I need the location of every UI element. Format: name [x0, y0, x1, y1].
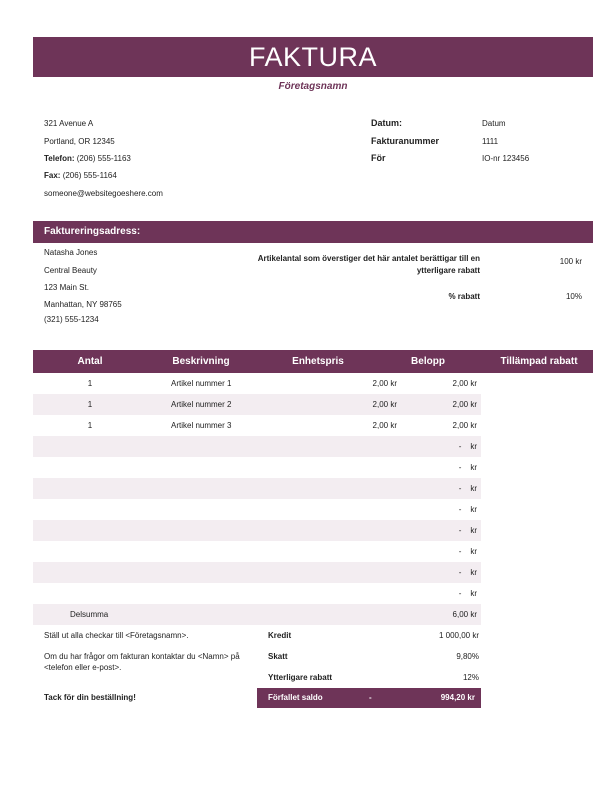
subtotal-value: 6,00 kr: [452, 610, 477, 619]
cell-amount: 2,00 kr: [452, 400, 477, 409]
cell-description: [171, 583, 291, 604]
billing-section-title: Faktureringsadress:: [33, 221, 593, 243]
cell-qty: [73, 499, 107, 520]
table-row: [33, 478, 481, 499]
discount-threshold-value: 100 kr: [559, 257, 582, 266]
balance-due-label: Förfallet saldo: [268, 693, 323, 702]
table-row: [33, 520, 481, 541]
column-header-qty: Antal: [77, 356, 103, 367]
cell-qty: [73, 436, 107, 457]
cell-unit-price: [291, 583, 397, 604]
cell-qty: [73, 478, 107, 499]
table-row: [33, 583, 481, 604]
cell-description: Artikel nummer 3: [171, 421, 232, 430]
cell-qty: 1: [87, 421, 93, 430]
cell-qty: 1: [87, 400, 93, 409]
subtotal-label: Delsumma: [70, 610, 109, 619]
cell-amount: - kr: [458, 526, 477, 535]
questions-note: [44, 651, 254, 673]
company-name: Företagsnamn: [278, 81, 348, 92]
discount-note: [250, 253, 480, 277]
cell-unit-price: [291, 541, 397, 562]
cell-amount: - kr: [458, 463, 477, 472]
table-row: [33, 415, 481, 436]
table-row: [33, 394, 481, 415]
cell-description: [171, 499, 291, 520]
cell-amount: - kr: [458, 568, 477, 577]
table-row: [33, 436, 481, 457]
checks-note: Ställ ut alla checkar till <Företagsnamn>.: [44, 631, 189, 640]
billing-phone: (321) 555-1234: [44, 315, 99, 324]
sender-street: 321 Avenue A: [44, 119, 94, 128]
cell-qty: [73, 562, 107, 583]
table-row: [33, 373, 481, 394]
cell-description: [171, 520, 291, 541]
invoice-title: FAKTURA: [33, 37, 593, 77]
discount-note-line2: ytterligare rabatt: [416, 266, 480, 275]
column-header-description: Beskrivning: [172, 356, 230, 367]
cell-unit-price: [291, 499, 397, 520]
tax-label: Skatt: [268, 652, 288, 661]
cell-unit-price: [291, 562, 397, 583]
cell-description: [171, 457, 291, 478]
cell-qty: [73, 541, 107, 562]
discount-note-line1: Artikelantal som överstiger det här antalet berättigar till en: [257, 254, 480, 263]
cell-description: Artikel nummer 1: [171, 379, 232, 388]
cell-description: Artikel nummer 2: [171, 400, 232, 409]
cell-amount: - kr: [458, 484, 477, 493]
cell-qty: [73, 583, 107, 604]
cell-qty: [73, 457, 107, 478]
table-row: [33, 499, 481, 520]
cell-amount: - kr: [458, 442, 477, 451]
extra-discount-label: Ytterligare rabatt: [268, 673, 333, 682]
phone-label: Telefon:: [44, 154, 75, 163]
cell-qty: [73, 520, 107, 541]
date-label: Datum:: [371, 118, 402, 128]
questions-note-line2: <telefon eller e-post>.: [44, 663, 122, 672]
credit-label: Kredit: [268, 631, 292, 640]
sender-phone: [44, 154, 131, 163]
sender-email: someone@websitegoeshere.com: [44, 189, 163, 198]
cell-description: [171, 541, 291, 562]
balance-due-separator: -: [369, 693, 372, 702]
cell-unit-price: [291, 457, 397, 478]
phone-value: (206) 555-1163: [76, 154, 131, 163]
cell-amount: - kr: [458, 589, 477, 598]
cell-qty: 1: [87, 379, 93, 388]
billing-company: Central Beauty: [44, 266, 97, 275]
cell-unit-price: 2,00 kr: [372, 400, 397, 409]
tax-value: 9,80%: [456, 652, 479, 661]
cell-description: [171, 436, 291, 457]
thanks-note: Tack för din beställning!: [44, 693, 136, 702]
table-row: [33, 541, 481, 562]
cell-description: [171, 562, 291, 583]
table-row: [33, 562, 481, 583]
cell-amount: 2,00 kr: [452, 379, 477, 388]
sender-city: Portland, OR 12345: [44, 137, 115, 146]
cell-amount: - kr: [458, 547, 477, 556]
questions-note-line1: Om du har frågor om fakturan kontaktar du <Namn> på: [44, 652, 240, 661]
credit-value: 1 000,00 kr: [438, 631, 479, 640]
cell-description: [171, 478, 291, 499]
invoice-number-label: Fakturanummer: [371, 136, 440, 146]
sender-fax: [44, 171, 117, 180]
table-row: [33, 457, 481, 478]
for-value: IO-nr 123456: [482, 154, 530, 163]
items-table-header: [33, 350, 593, 373]
billing-city: Manhattan, NY 98765: [44, 300, 122, 309]
cell-amount: 2,00 kr: [452, 421, 477, 430]
for-label: För: [371, 153, 386, 163]
invoice-number-value: 1111: [482, 137, 499, 146]
column-header-applied-discount: Tillämpad rabatt: [500, 356, 578, 367]
cell-unit-price: [291, 520, 397, 541]
cell-amount: - kr: [458, 505, 477, 514]
fax-label: Fax:: [44, 171, 61, 180]
fax-value: (206) 555-1164: [62, 171, 117, 180]
column-header-unit-price: Enhetspris: [292, 356, 344, 367]
subtotal-row: [33, 604, 481, 625]
cell-unit-price: [291, 478, 397, 499]
billing-name: Natasha Jones: [44, 248, 98, 257]
billing-street: 123 Main St.: [44, 283, 89, 292]
discount-percent-value: 10%: [565, 292, 582, 301]
balance-due-bar: [257, 688, 481, 708]
cell-unit-price: 2,00 kr: [372, 421, 397, 430]
column-header-amount: Belopp: [411, 356, 445, 367]
cell-unit-price: 2,00 kr: [372, 379, 397, 388]
discount-percent-label: % rabatt: [448, 292, 480, 301]
cell-unit-price: [291, 436, 397, 457]
extra-discount-value: 12%: [462, 673, 479, 682]
balance-due-value: 994,20 kr: [440, 693, 475, 702]
date-value: Datum: [482, 119, 506, 128]
